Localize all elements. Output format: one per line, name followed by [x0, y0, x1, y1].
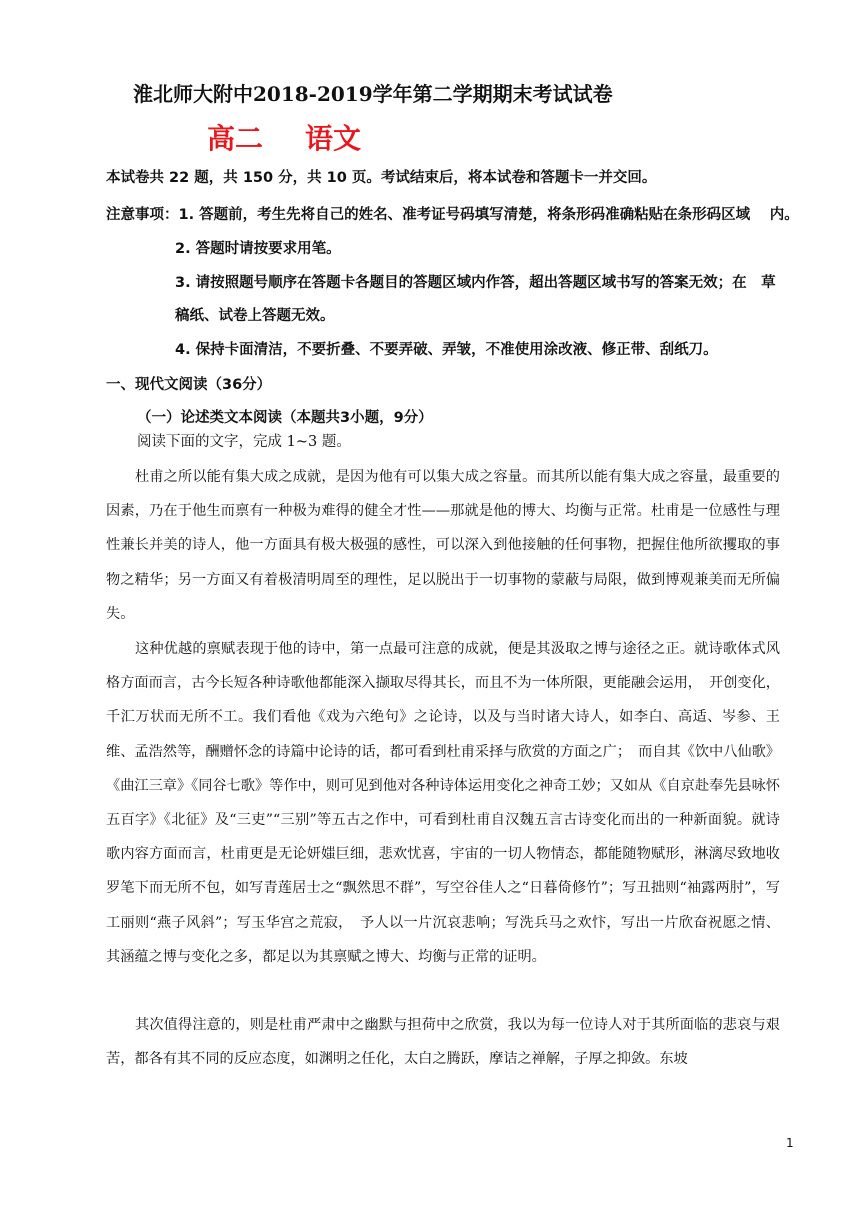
- note-4: 4. 保持卡面清洁，不要折叠、不要弄破、弄皱，不准使用涂改液、修正带、刮纸刀。: [175, 342, 718, 358]
- note-3-line-b: 稿纸、试卷上答题无效。: [175, 308, 335, 324]
- note-2: 2. 答题时请按要求用笔。: [175, 241, 341, 257]
- subsection-heading: （一）论述类文本阅读（本题共3小题，9分）: [137, 410, 433, 426]
- subject-title: [207, 117, 361, 157]
- notes-line-1: [106, 203, 799, 224]
- reading-instruction: 阅读下面的文字，完成 1~3 题。: [137, 434, 351, 450]
- notes-label: 注意事项：: [106, 207, 179, 223]
- passage-paragraph-3: 其次值得注意的，则是杜甫严肃中之幽默与担荷中之欣赏，我以为每一位诗人对于其所面临的悲哀与艰苦，都各有其不同的反应态度，如渊明之任化，太白之腾跃，摩诘之禅解，子厚之抑敛。东坡: [106, 1017, 780, 1068]
- exam-summary: 本试卷共 22 题，共 150 分，共 10 页。考试结束后，将本试卷和答题卡一并交回。: [106, 170, 657, 186]
- exam-title: 淮北师大附中2018-2019学年第二学期期末考试试卷: [133, 82, 613, 106]
- grade-label: 高二: [207, 122, 264, 155]
- passage-paragraph-1: 杜甫之所以能有集大成之成就，是因为他有可以集大成之容量。而其所以能有集大成之容量，最重要的因素，乃在于他生而禀有一种极为难得的健全才性——那就是他的博大、均衡与正常。杜甫是一位感性与理性兼长并美的诗人，他一方面具有极大极强的感性，可以深入到他接触的任何事物，把握住他所欲攫取的事物之精华；另一方面又有着极清明周至的理性，足以脱出于一切事物的蒙蔽与局限，做到博观兼美而无所偏失。: [106, 469, 780, 622]
- section-heading: 一、现代文阅读（36分）: [106, 377, 272, 393]
- passage-paragraph-2: 这种优越的禀赋表现于他的诗中，第一点最可注意的成就，便是其汲取之博与途径之正。就诗歌体式风格方面而言，古今长短各种诗歌他都能深入撷取尽得其长，而且不为一体所限，更能融会运用， 开创变化，千汇万状而无所不工。我们看他《戏为六绝句》之论诗，以及与当时诸大诗人，如李白、高适、岑参、王维、孟浩然等，酬赠怀念的诗篇中论诗的话，都可看到杜甫采择与欣赏的方面之广； 而自其《饮中八仙歌》《曲江三章》《同谷七歌》等作中，则可见到他对各种诗体运用变化之神奇工妙；又如从《自京赴奉先县咏怀五百字》《北征》及“三吏”“三别”等五古之作中，可看到杜甫自汉魏五言古诗变化而出的一种新面貌。就诗歌内容方面而言，杜甫更是无论妍媸巨细，悲欢忧喜，宇宙的一切人物情态，都能随物赋形，淋漓尽致地收罗笔下而无所不包，如写青莲居士之“飘然思不群”，写空谷佳人之“日暮倚修竹”；写丑拙则“袖露两肘”，写工丽则“燕子风斜”；写玉华宫之荒寂， 予人以一片沉哀悲响；写洗兵马之欢忭，写出一片欣奋祝愿之情、其涵蕴之博与变化之多，都足以为其禀赋之博大、均衡与正常的证明。: [106, 641, 780, 965]
- note-1: 1. 答题前，考生先将自己的姓名、准考证号码填写清楚，将条形码准确粘贴在条形码区域 内。: [178, 207, 799, 223]
- note-3-line-a: 3. 请按照题号顺序在答题卡各题目的答题区域内作答，超出答题区域书写的答案无效；在 草: [175, 275, 776, 291]
- subject-label: 语文: [305, 122, 362, 155]
- page-number: 1: [786, 1136, 794, 1150]
